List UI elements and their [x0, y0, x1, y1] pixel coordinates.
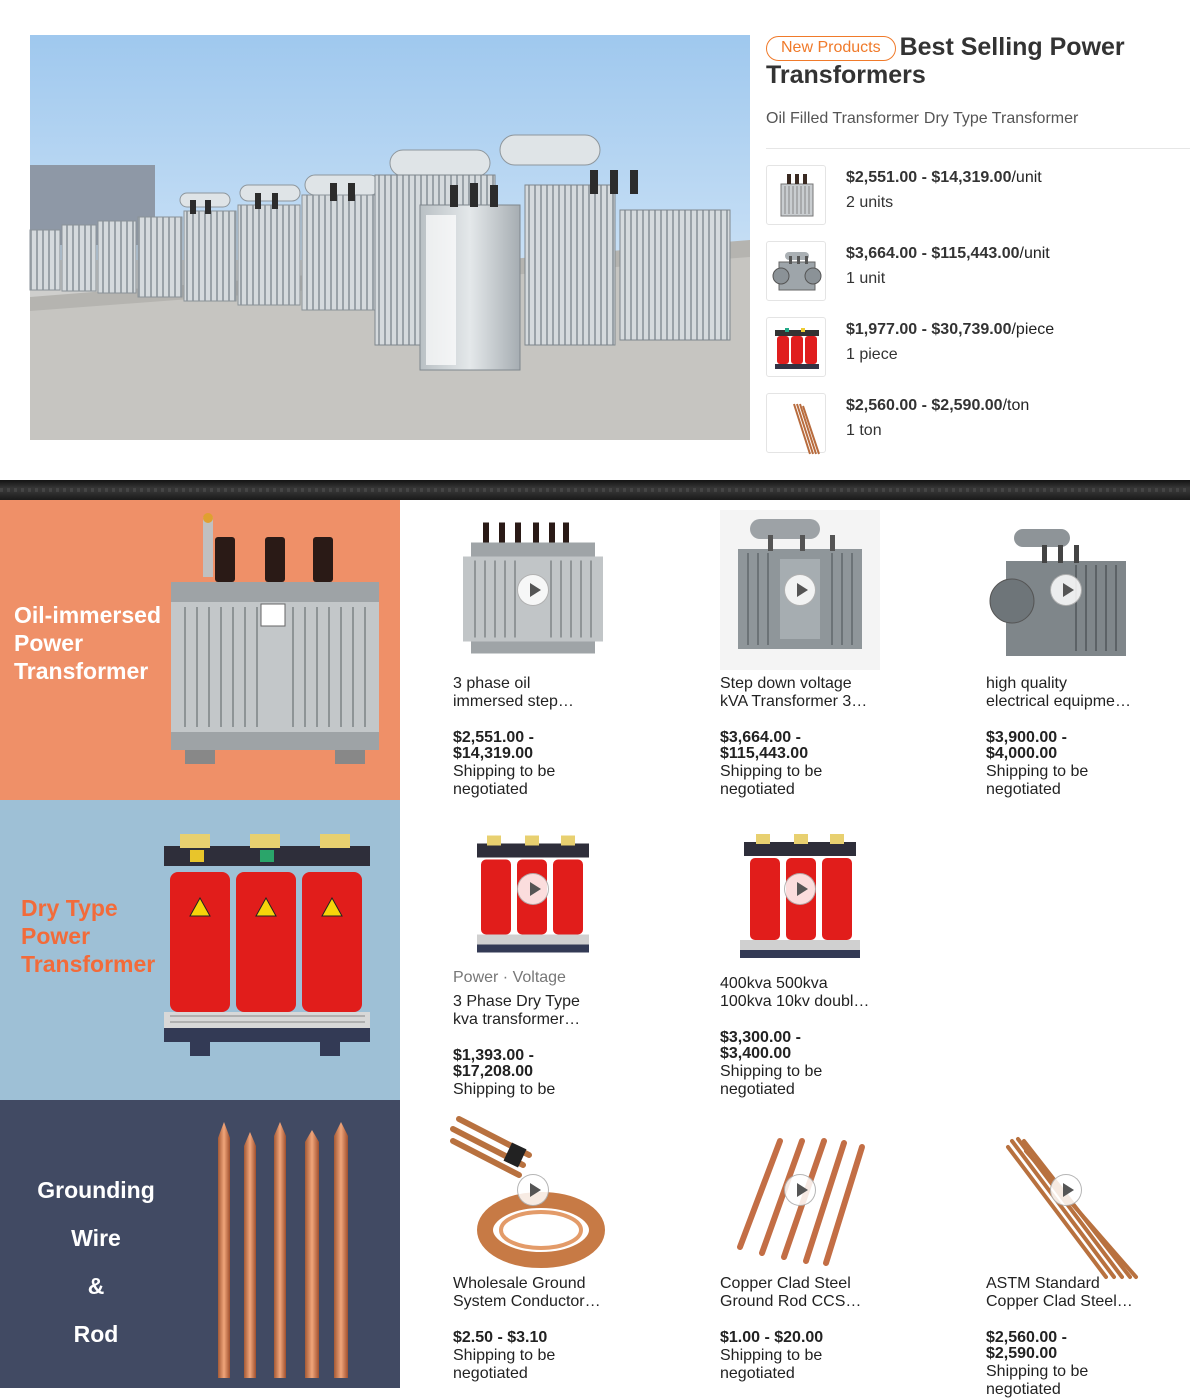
- shipping-note: Shipping to be negotiated: [453, 763, 556, 798]
- hero-banner-image[interactable]: [30, 35, 750, 440]
- shipping-note: Shipping to be negotiated: [986, 1363, 1089, 1398]
- hero-product-item[interactable]: [766, 165, 1190, 241]
- tab-dry-type[interactable]: Dry Type Transformer: [923, 110, 1079, 127]
- product-price: $2,551.00 - $14,319.00: [453, 729, 534, 762]
- category-banner-dry[interactable]: [0, 800, 400, 1100]
- product-price: $2.50 - $3.10: [453, 1329, 548, 1346]
- category-row-oil: [0, 500, 1190, 800]
- hero-product-price: $3,664.00 - $115,443.00/unit: [846, 245, 1050, 262]
- ground-rods-image: [210, 1122, 360, 1388]
- dry-transformer-thumb[interactable]: [766, 317, 826, 377]
- shipping-note: Shipping to be negotiated: [453, 1347, 556, 1382]
- section-divider: [0, 480, 1190, 500]
- oil-transformer-thumb[interactable]: [766, 165, 826, 225]
- product-card[interactable]: [453, 1100, 613, 1388]
- product-name[interactable]: 400kva 500kva 100kva 10kv doubl…: [720, 975, 870, 1010]
- category-row-grounding: [0, 1100, 1190, 1398]
- video-play-icon[interactable]: [1050, 1174, 1082, 1206]
- shipping-note: Shipping to be negotiated: [720, 763, 823, 798]
- hero-tabs: [766, 110, 1190, 149]
- product-name[interactable]: 3 Phase Dry Type kva transformer…: [453, 993, 581, 1028]
- hero-product-moq: 1 ton: [846, 422, 882, 439]
- shipping-note: Shipping to be negotiated: [720, 1347, 823, 1382]
- hero-product-list: [766, 165, 1190, 469]
- product-attributes: Power · Voltage: [453, 969, 566, 986]
- product-price: $2,560.00 - $2,590.00: [986, 1329, 1067, 1362]
- product-price: $3,664.00 - $115,443.00: [720, 729, 809, 762]
- copper-wire-thumb[interactable]: [766, 393, 826, 453]
- hero-product-item[interactable]: [766, 241, 1190, 317]
- video-play-icon[interactable]: [517, 574, 549, 606]
- shipping-note: Shipping to be: [453, 1081, 556, 1098]
- product-card[interactable]: [453, 800, 613, 1100]
- product-grid-dry: [400, 800, 1190, 1100]
- product-card[interactable]: [986, 500, 1146, 800]
- shipping-note: Shipping to be negotiated: [720, 1063, 823, 1098]
- video-play-icon[interactable]: [517, 873, 549, 905]
- hero-heading: [766, 33, 1190, 89]
- hero-product-price: $2,560.00 - $2,590.00/ton: [846, 397, 1030, 414]
- product-price: $3,900.00 - $4,000.00: [986, 729, 1067, 762]
- category-title: Grounding Wire & Rod: [37, 1177, 155, 1347]
- shipping-note: Shipping to be negotiated: [986, 763, 1089, 798]
- hero-product-price: $2,551.00 - $14,319.00/unit: [846, 169, 1042, 186]
- new-products-badge[interactable]: New Products: [766, 36, 896, 61]
- product-card[interactable]: [986, 1100, 1146, 1398]
- video-play-icon[interactable]: [784, 1174, 816, 1206]
- product-card[interactable]: [720, 800, 880, 1100]
- tab-oil-filled[interactable]: Oil Filled Transformer: [766, 110, 919, 127]
- video-play-icon[interactable]: [1050, 574, 1082, 606]
- product-price: $3,300.00 - $3,400.00: [720, 1029, 801, 1062]
- video-play-icon[interactable]: [517, 1174, 549, 1206]
- power-transformer-thumb[interactable]: [766, 241, 826, 301]
- category-title: Dry Type Power Transformer: [21, 895, 156, 977]
- video-play-icon[interactable]: [784, 873, 816, 905]
- category-banner-oil[interactable]: [0, 500, 400, 800]
- hero-side-panel: [766, 33, 1190, 443]
- hero-product-item[interactable]: [766, 317, 1190, 393]
- category-banner-grounding[interactable]: [0, 1100, 400, 1388]
- product-name[interactable]: high quality electrical equipme…: [986, 675, 1131, 710]
- product-card[interactable]: [720, 1100, 880, 1388]
- product-name[interactable]: Step down voltage kVA Transformer 3…: [720, 675, 868, 710]
- hero-product-moq: 1 piece: [846, 346, 898, 363]
- hero-product-price: $1,977.00 - $30,739.00/piece: [846, 321, 1055, 338]
- product-image[interactable]: [986, 1128, 1146, 1288]
- product-name[interactable]: Copper Clad Steel Ground Rod CCS…: [720, 1275, 862, 1310]
- transformer-yard-photo: [30, 35, 750, 440]
- product-name[interactable]: 3 phase oil immersed step…: [453, 675, 574, 710]
- product-grid-oil: [400, 500, 1190, 800]
- hero-section: [0, 0, 1190, 480]
- hero-product-moq: 1 unit: [846, 270, 886, 287]
- oil-transformer-image: [165, 512, 385, 772]
- dry-transformer-image: [160, 828, 375, 1058]
- product-price: $1,393.00 - $17,208.00: [453, 1047, 534, 1080]
- category-title: Oil-immersed Power Transformer: [14, 602, 161, 684]
- product-price: $1.00 - $20.00: [720, 1329, 824, 1346]
- product-name[interactable]: Wholesale Ground System Conductor…: [453, 1275, 601, 1310]
- video-play-icon[interactable]: [784, 574, 816, 606]
- hero-title-text[interactable]: Best Selling Power Transformers: [766, 33, 1125, 89]
- category-row-dry: [0, 800, 1190, 1100]
- hero-product-item[interactable]: [766, 393, 1190, 469]
- product-name[interactable]: ASTM Standard Copper Clad Steel…: [986, 1275, 1133, 1310]
- product-card[interactable]: [720, 500, 880, 800]
- product-card[interactable]: [453, 500, 613, 800]
- hero-product-moq: 2 units: [846, 194, 894, 211]
- product-grid-grounding: [400, 1100, 1190, 1398]
